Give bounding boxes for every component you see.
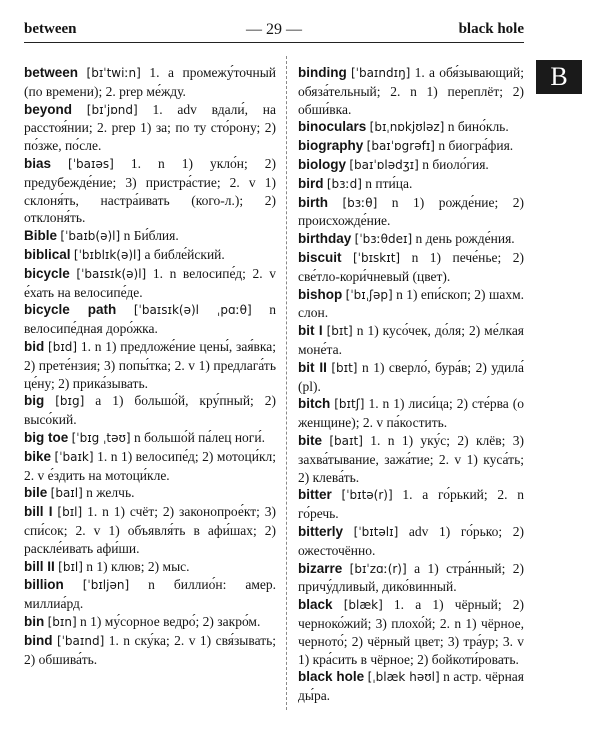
transcription: [bɪt]: [331, 360, 358, 375]
transcription: [ˈbɪblɪk(ə)l]: [73, 247, 142, 262]
transcription: [ˈbaɪəs]: [68, 156, 114, 171]
dictionary-entry: [298, 523, 524, 560]
headword: billion: [24, 577, 64, 593]
headword: bid: [24, 338, 45, 354]
definition: a 1) большо́й, кру́пный; 2) высо́кий.: [24, 393, 277, 428]
definition: a 1) стра́нный; 2) причу́дливый, дико́винный.: [298, 560, 525, 595]
transcription: [ˈbaɪb(ə)l]: [60, 229, 121, 244]
left-guide-word: between: [24, 21, 77, 37]
headword: black: [298, 597, 333, 613]
headword: biology: [298, 156, 346, 172]
transcription: [bɪn]: [47, 614, 77, 629]
dictionary-entry: [298, 175, 524, 194]
headword: bizarre: [298, 560, 343, 576]
dictionary-entry: [24, 392, 276, 429]
transcription: [ˌblæk həʊl]: [367, 670, 440, 685]
headword: bile: [24, 485, 48, 501]
dictionary-entry: [24, 448, 276, 485]
transcription: [bɪg]: [55, 394, 85, 409]
definition: n астр. чёрная ды́ра.: [298, 669, 525, 704]
definition: 1. n 1) предложе́ние цены́, зая́вка; 2) прете́нзия; 3) попы́тка; 2. v 1) предлага́ть це́ну; 2) прика́зывать.: [24, 338, 277, 391]
definition: 1. adv вдали́, на расстоя́нии; 2. prep 1) за; по ту сто́рону; 2) по́зже, по́сле.: [24, 101, 277, 154]
definition: n 1) сверло́, бура́в; 2) удила́ (pl).: [298, 359, 525, 394]
transcription: [baɪˈɒlədʒɪ]: [349, 157, 419, 172]
headword: biography: [298, 138, 364, 154]
transcription: [bɪl]: [57, 505, 83, 520]
right-guide-word: black hole: [458, 21, 524, 37]
transcription: [ˈbaɪsɪk(ə)l ˌpɑːθ]: [133, 303, 252, 318]
definition: n желчь.: [86, 485, 135, 501]
dictionary-entry: [24, 301, 276, 338]
headword: bin: [24, 613, 45, 629]
definition: n биогра́фия.: [438, 138, 514, 154]
dictionary-entry: [24, 484, 276, 503]
transcription: [bɪl]: [58, 559, 83, 574]
left-column: [24, 64, 276, 668]
definition: n Би́блия.: [123, 228, 179, 244]
dictionary-entry: [298, 486, 524, 523]
transcription: [bɪˈtwiːn]: [86, 66, 141, 80]
dictionary-entry: [24, 155, 276, 227]
definition: n день рожде́ния.: [415, 231, 515, 247]
definition: n 1) пече́нье; 2) све́тло-кори́чневый (цвет).: [298, 249, 524, 284]
dictionary-entry: [24, 101, 276, 155]
dictionary-entry: [298, 249, 524, 286]
dictionary-entry: [298, 322, 524, 359]
thumb-index-letter: B: [550, 62, 568, 91]
transcription: [bɪˈjɒnd]: [86, 102, 138, 117]
dictionary-entry: [298, 137, 524, 156]
definition: n бино́кль.: [447, 119, 509, 135]
headword: bitter: [298, 487, 332, 503]
headword: bind: [24, 632, 53, 648]
headword: biblical: [24, 246, 71, 262]
transcription: [bɪˈzɑː(r)]: [349, 561, 407, 576]
dictionary-entry: [24, 632, 276, 669]
dictionary-entry: [298, 668, 524, 705]
transcription: [blæk]: [343, 598, 383, 613]
transcription: [ˈbaɪndɪŋ]: [350, 66, 411, 80]
transcription: [baɪˈɒgrəfɪ]: [366, 139, 435, 154]
dictionary-entry: [24, 246, 276, 265]
transcription: [bɪd]: [48, 339, 78, 354]
transcription: [ˈbɪljən]: [82, 578, 130, 593]
transcription: [bɜːθ]: [342, 195, 378, 210]
definition: 1. n 1) уку́с; 2) клёв; 3) захва́тывание, зажа́тие; 2. v 1) куса́ть; 2) клева́ть.: [298, 432, 525, 485]
headword: bike: [24, 448, 52, 464]
headword: bicycle path: [24, 302, 117, 318]
definition: 1. a обя́зывающий; обяза́тельный; 2. n 1) переплёт; 2) обши́вка.: [298, 65, 524, 117]
transcription: [ˈbɪtə(r)]: [341, 488, 393, 503]
transcription: [ˈbaɪsɪk(ə)l]: [76, 266, 147, 281]
dictionary-entry: [24, 227, 276, 246]
definition: n 1) клюв; 2) мыс.: [86, 558, 190, 574]
headword: beyond: [24, 101, 73, 117]
transcription: [ˈbaɪk]: [54, 449, 94, 464]
dictionary-entry: [24, 64, 276, 101]
headword: big toe: [24, 429, 69, 445]
headword: bias: [24, 155, 52, 171]
definition: n 1) кусо́чек, до́ля; 2) ме́лкая моне́та.: [298, 323, 525, 357]
transcription: [ˈbɪskɪt]: [352, 250, 401, 265]
definition: 1. a го́рький; 2. n го́речь.: [298, 487, 525, 522]
dictionary-entry: [298, 432, 524, 486]
column-divider: [286, 56, 287, 710]
headword: big: [24, 393, 45, 409]
headword: bicycle: [24, 265, 70, 281]
transcription: [bɪt]: [326, 324, 353, 339]
dictionary-entry: [298, 286, 524, 323]
transcription: [ˈbaɪnd]: [56, 633, 105, 648]
definition: adv 1) го́рько; 2) ожесточённо.: [298, 523, 525, 558]
definition: n большо́й па́лец ноги́.: [133, 429, 265, 445]
definition: a библе́йский.: [144, 246, 225, 262]
transcription: [bɪˌnɒkjʊləz]: [369, 120, 445, 135]
headword: binding: [298, 65, 347, 80]
transcription: [ˈbɪˌʃəp]: [345, 287, 393, 302]
dictionary-entry: [298, 560, 524, 597]
dictionary-entry: [24, 576, 276, 613]
dictionary-entry: [24, 429, 276, 448]
dictionary-entry: [298, 64, 524, 118]
headword: bird: [298, 175, 324, 191]
definition: n 1) епи́скоп; 2) шахм. слон.: [298, 286, 524, 321]
dictionary-entry: [24, 613, 276, 632]
headword: bill I: [24, 504, 53, 520]
dictionary-entry: [24, 265, 276, 302]
page-number: — 29 —: [246, 21, 302, 38]
definition: 1. n 1) счёт; 2) законопрое́кт; 3) спи́сок; 2. v 1) объявля́ть в афи́шах; 2) раскле́ивать афи́ши.: [24, 504, 277, 556]
definition: n 1) му́сорное ведро́; 2) закро́м.: [80, 613, 261, 629]
headword: binoculars: [298, 119, 367, 135]
headword: bitch: [298, 396, 331, 412]
headword: bite: [298, 432, 323, 448]
dictionary-entry: [298, 118, 524, 137]
transcription: [baɪt]: [329, 433, 363, 448]
definition: 1. a промежу́точный (по времени); 2. prep ме́жду.: [24, 65, 277, 99]
headword: birthday: [298, 231, 352, 247]
transcription: [bɜːd]: [326, 176, 362, 191]
definition: n велосипе́дная доро́жка.: [24, 302, 277, 337]
definition: 1. n ску́ка; 2. v 1) свя́зывать; 2) обшива́ть.: [24, 632, 277, 667]
headword: Bible: [24, 228, 58, 244]
transcription: [ˈbɪtəlɪ]: [353, 524, 399, 539]
right-column: [298, 64, 524, 705]
definition: n 1) рожде́ние; 2) происхожде́ние.: [298, 194, 525, 229]
dictionary-entry: [298, 156, 524, 175]
headword: bill II: [24, 558, 55, 574]
headword: biscuit: [298, 249, 342, 265]
definition: 1. a 1) чёрный; 2) чернoко́жий; 3) плохо́й; 2. n 1) чёрное, черното́; 2) чёрный цвет; 3) тра́ур; 3. v 1) кра́сить в чёрное; 2) бойкоти́ровать.: [298, 597, 524, 667]
running-header: [24, 18, 524, 42]
transcription: [ˈbɪg ˌtəʊ]: [71, 430, 131, 445]
transcription: [bɪtʃ]: [334, 397, 365, 412]
dictionary-entry: [298, 359, 524, 396]
headword: birth: [298, 194, 328, 210]
headword: bitterly: [298, 523, 344, 539]
header-rule: [24, 42, 524, 43]
definition: n биоло́гия.: [422, 156, 489, 172]
transcription: [ˈbɜːθdeɪ]: [354, 232, 413, 247]
dictionary-entry: [298, 596, 524, 668]
dictionary-entry: [298, 230, 524, 249]
definition: 1. n велосипе́д; 2. v е́хать на велосипе́де.: [24, 265, 276, 300]
headword: between: [24, 65, 79, 80]
thumb-index-tab: [536, 60, 582, 94]
dictionary-entry: [24, 338, 276, 392]
headword: bishop: [298, 286, 343, 302]
headword: bit I: [298, 323, 323, 339]
transcription: [baɪl]: [50, 486, 83, 501]
definition: n биллио́н: амер. миллиа́рд.: [24, 577, 277, 612]
definition: 1. n 1) велосипе́д; 2) мотоци́кл; 2. v е́здить на мотоци́кле.: [24, 448, 276, 483]
dictionary-entry: [24, 558, 276, 577]
headword: bit II: [298, 359, 327, 375]
dictionary-entry: [298, 194, 524, 231]
dictionary-entry: [298, 395, 524, 432]
dictionary-entry: [24, 503, 276, 557]
definition: 1. n 1) лиси́ца; 2) сте́рва (о женщине); 2. v па́костить.: [298, 396, 524, 431]
definition: n пти́ца.: [365, 175, 413, 191]
headword: black hole: [298, 669, 365, 685]
definition: 1. n 1) укло́н; 2) предубежде́ние; 3) пристра́стие; 2. v 1) склоня́ть, настра́ивать (кого-л.); 2) отклоня́ть.: [24, 155, 277, 226]
